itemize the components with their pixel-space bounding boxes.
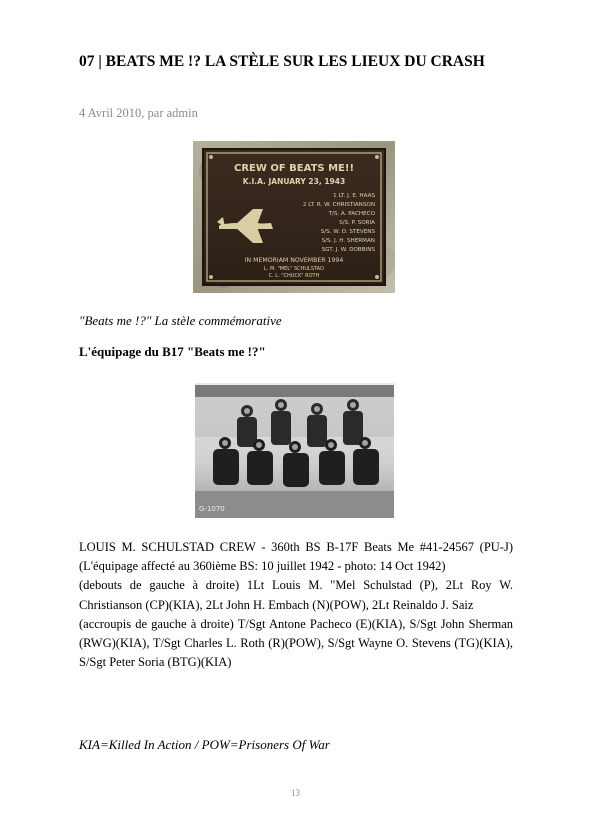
photo-tail-marking: G-1070	[199, 505, 225, 513]
plaque-crew-1: 1 LT. J. E. HAAS	[333, 193, 375, 199]
plaque-crew-6: S/S. J. H. SHERMAN	[321, 238, 375, 244]
plaque-image	[193, 141, 395, 293]
plaque-crew-3: T/S. A. PACHECO	[328, 211, 375, 217]
plaque-memoriam: IN MEMORIAM NOVEMBER 1994	[244, 257, 344, 264]
legend-caption: KIA=Killed In Action / POW=Prisoners Of War	[79, 737, 330, 752]
body-paragraph-2: (debouts de gauche à droite) 1Lt Louis M. "Mel Schulstad (P), 2Lt Roy W. Christianson (CP)(KIA), 2Lt John H. Embach (N)(POW), 2Lt Reinaldo J. Saiz	[79, 578, 513, 612]
plaque-crew-7: SGT. J. W. DOBBINS	[321, 247, 375, 253]
crew-photo	[195, 383, 394, 518]
plaque-crew-2: 2 LT. R. W. CHRISTIANSON	[302, 202, 375, 208]
plaque-sign-2: C. L. "CHUCK" ROTH	[268, 273, 320, 279]
crew-description	[79, 538, 513, 672]
plaque-line2: K.I.A. JANUARY 23, 1943	[242, 177, 346, 186]
plaque-caption: "Beats me !?" La stèle commémorative	[79, 313, 282, 328]
plaque-sign-1: L. M. "MEL" SCHULSTAD	[264, 266, 324, 272]
article-title: 07 | BEATS ME !? LA STÈLE SUR LES LIEUX DU CRASH	[79, 53, 485, 70]
plaque-crew-4: S/S. P. SORIA	[339, 220, 375, 226]
body-paragraph-1: LOUIS M. SCHULSTAD CREW - 360th BS B-17F Beats Me #41-24567 (PU-J) (L'équipage affecté au 360ième BS: 10 juillet 1942 - photo: 14 Oct 1942)	[79, 540, 513, 574]
body-paragraph-3: (accroupis de gauche à droite) T/Sgt Antone Pacheco (E)(KIA), S/Sgt John Sherman (RWG)(KIA), T/Sgt Charles L. Roth (R)(POW), S/Sgt Wayne O. Stevens (TG)(KIA), S/Sgt Peter Soria (BTG)(KIA)	[79, 616, 513, 670]
page-number: 13	[291, 788, 300, 798]
plaque-line1: CREW OF BEATS ME!!	[233, 163, 355, 174]
article-meta: 4 Avril 2010, par admin	[79, 106, 198, 120]
plaque-crew-5: S/S. W. O. STEVENS	[320, 229, 375, 235]
crew-heading: L'équipage du B17 "Beats me !?"	[79, 344, 266, 359]
crew-photo-image	[195, 383, 394, 518]
memorial-plaque-photo	[193, 141, 395, 293]
